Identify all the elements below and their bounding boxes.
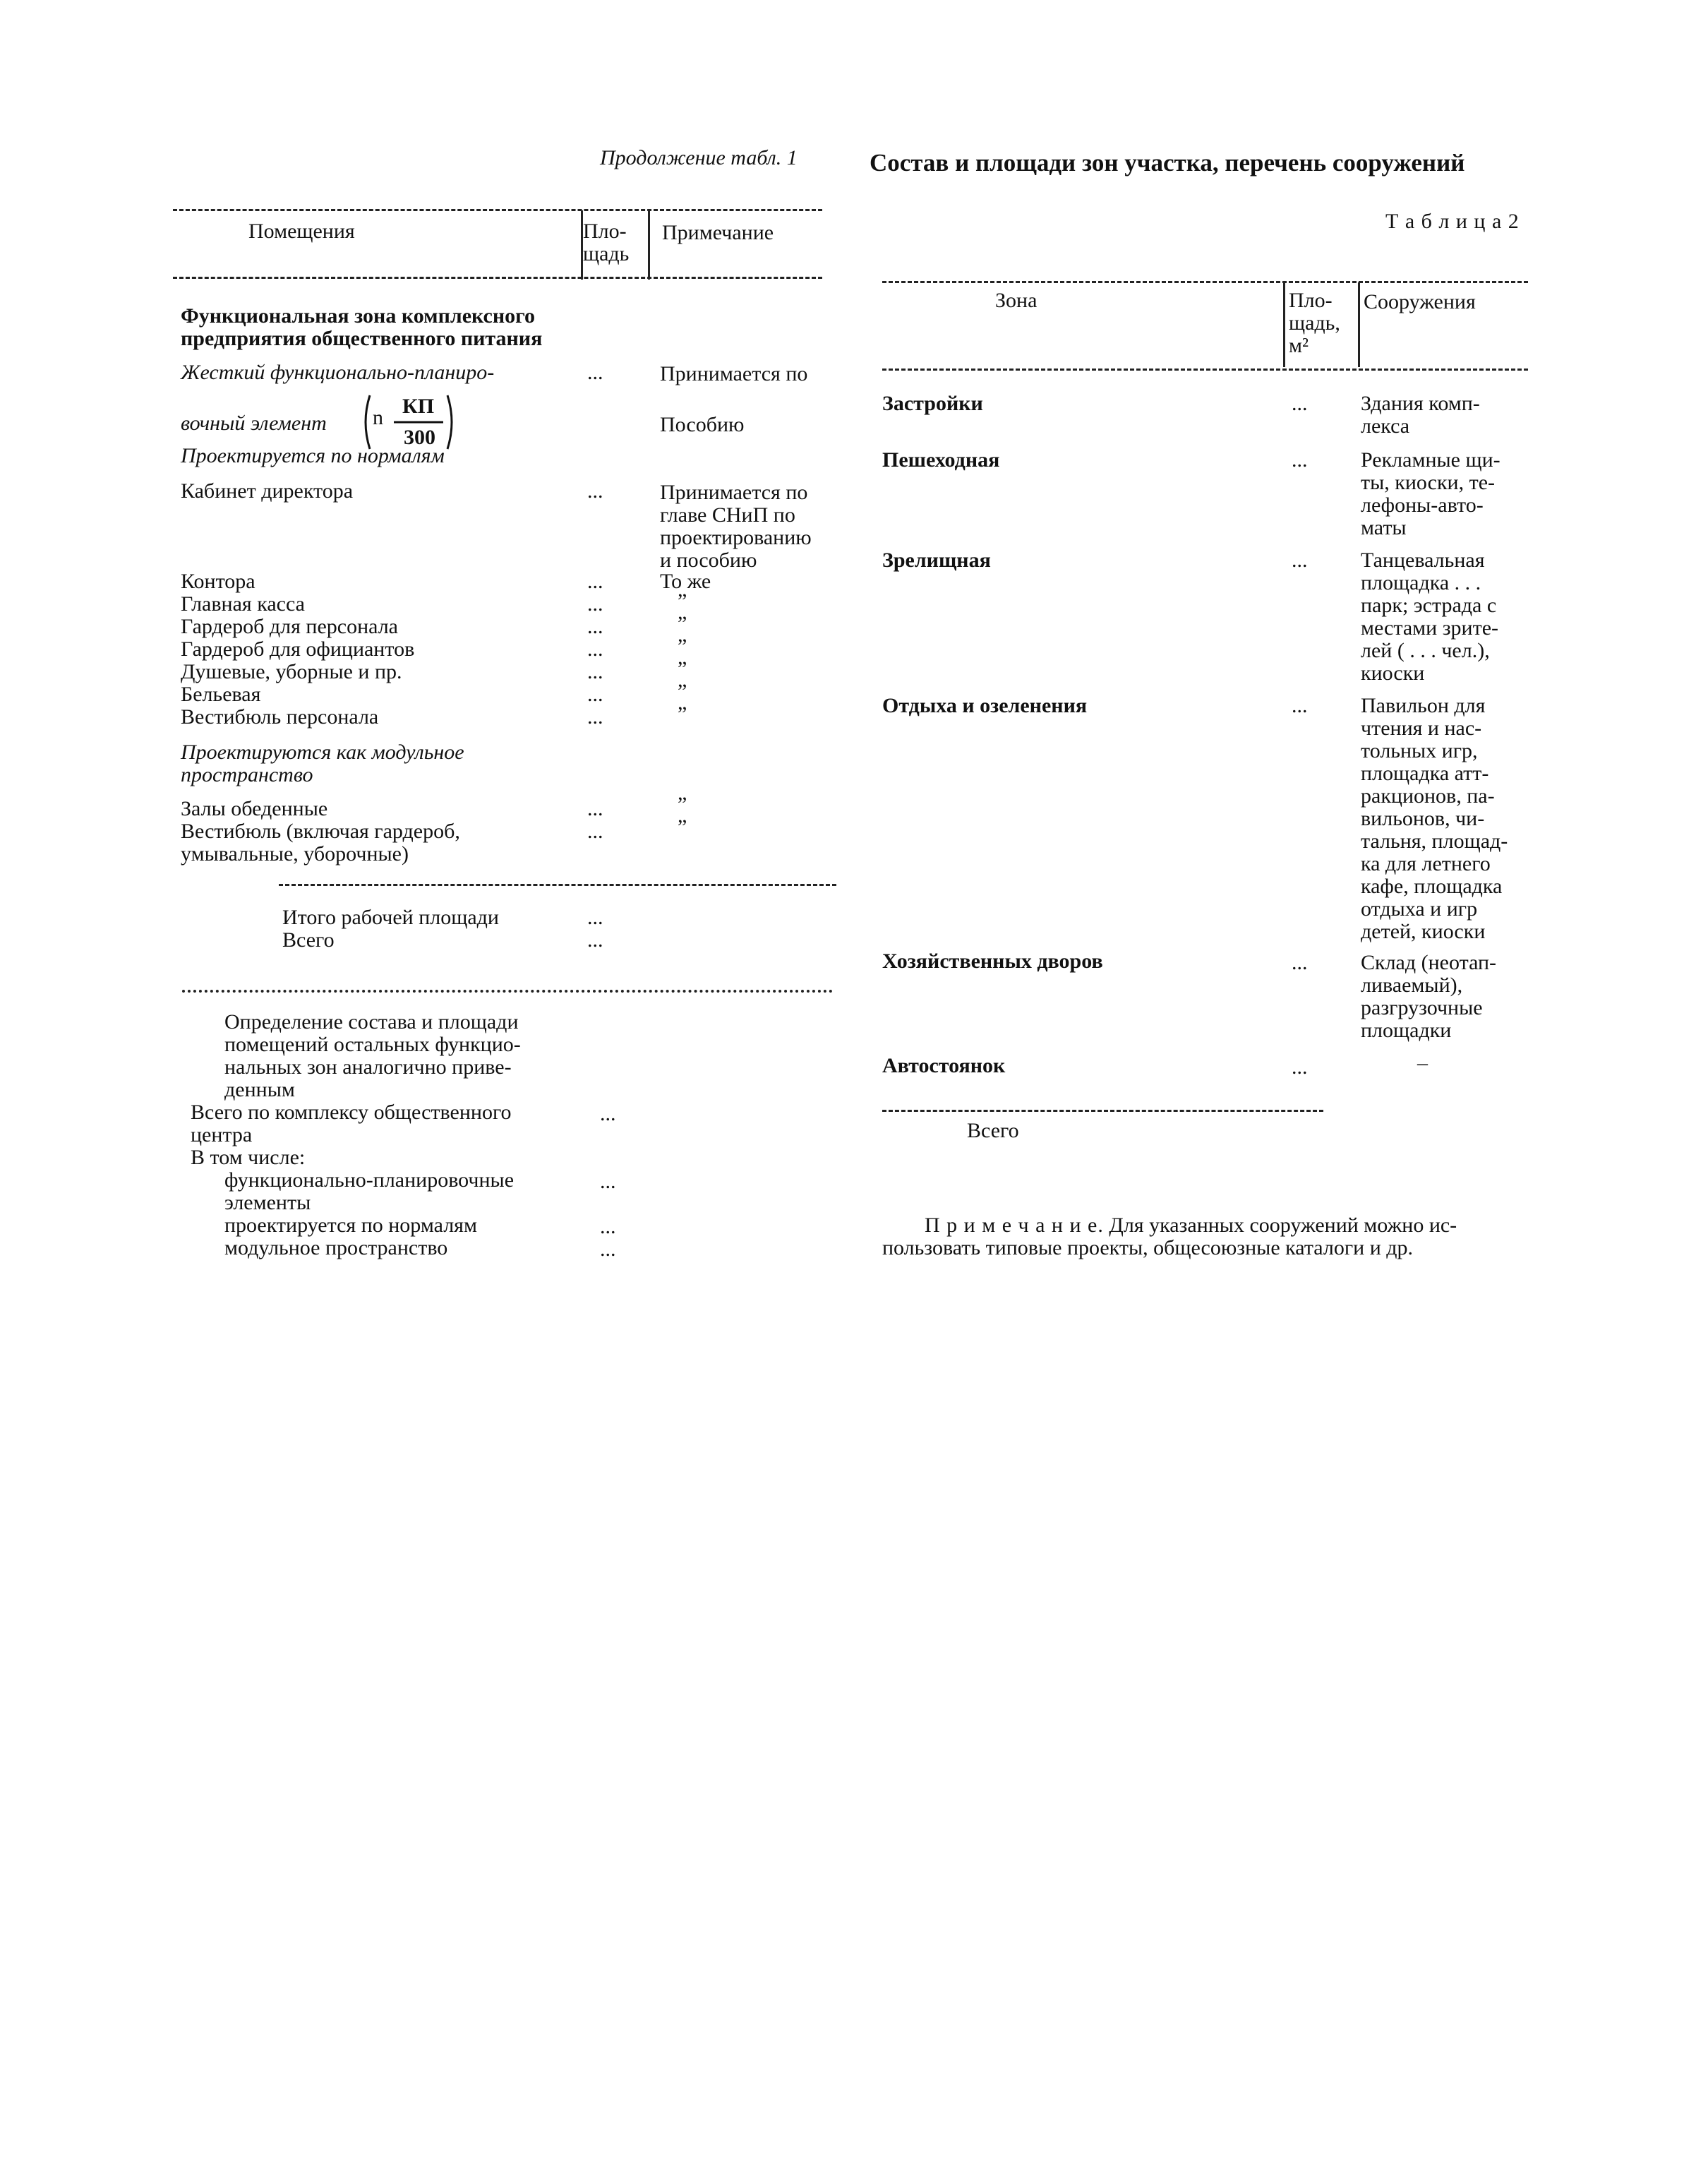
- vestibule: Вестибюль (включая гардероб,: [181, 820, 460, 843]
- subtotal-rule: [279, 884, 836, 886]
- table2-total: Всего: [967, 1119, 1019, 1142]
- room-name: Гардероб для официантов: [181, 637, 415, 661]
- dots: ...: [587, 592, 603, 616]
- header-note: Примечание: [662, 221, 774, 244]
- header-area: щадь,: [1289, 311, 1340, 335]
- room-note: ”: [678, 680, 687, 703]
- by-norms-heading: Проектируется по нормалям: [181, 444, 445, 467]
- header-structures: Сооружения: [1364, 290, 1476, 313]
- structures-text: ка для летнего: [1361, 852, 1491, 875]
- func-elements: функционально-планировочные: [224, 1168, 515, 1192]
- header-bottom-rule: [173, 277, 822, 279]
- rigid-note: Принимается по: [660, 362, 808, 385]
- room-name: Бельевая: [181, 683, 261, 706]
- header-area: Пло-: [583, 220, 627, 243]
- structures-text: лекса: [1361, 414, 1410, 438]
- structures-text: Танцевальная: [1361, 549, 1485, 572]
- dots: ...: [587, 820, 603, 843]
- definition-text: нальных зон аналогично приве-: [224, 1055, 512, 1079]
- structures-text: ракционов, па-: [1361, 784, 1495, 808]
- director-note: Принимается по: [660, 481, 808, 504]
- note-label: П р и м е ч а н и е.: [925, 1214, 1104, 1237]
- dots: ...: [587, 683, 603, 706]
- including-label: В том числе:: [191, 1146, 306, 1169]
- modular-space: модульное пространство: [224, 1236, 448, 1259]
- structures-text: местами зрите-: [1361, 616, 1499, 640]
- room-name: Вестибюль персонала: [181, 705, 379, 729]
- complex-total: центра: [191, 1123, 253, 1146]
- structures-text: детей, киоски: [1361, 920, 1486, 943]
- structures-text: тальня, площад-: [1361, 830, 1508, 853]
- zone-name: Автостоянок: [882, 1054, 1006, 1077]
- column-divider: [648, 210, 650, 280]
- zone-name: Пешеходная: [882, 448, 1000, 472]
- dots: ...: [1292, 392, 1308, 415]
- dots: ...: [587, 928, 603, 952]
- room-name: Душевые, уборные и пр.: [181, 660, 402, 683]
- dots: ...: [1292, 951, 1308, 974]
- dots: ...: [600, 1102, 616, 1125]
- room-note: ”: [678, 657, 687, 681]
- continuation-label: Продолжение табл. 1: [600, 146, 798, 169]
- definition-text: денным: [224, 1078, 295, 1101]
- structures-text: ты, киоски, те-: [1361, 471, 1496, 494]
- dots: ...: [1292, 448, 1308, 472]
- room-note: ”: [678, 702, 687, 726]
- room-name: Контора: [181, 570, 255, 593]
- structures-text: маты: [1361, 516, 1407, 539]
- zone-title: предприятия общественного питания: [181, 327, 543, 350]
- vestibule-note: ”: [678, 815, 687, 839]
- table-top-rule: [173, 209, 822, 211]
- dots: ...: [1292, 1055, 1308, 1079]
- structures-text: Склад (неотап-: [1361, 951, 1497, 974]
- dots: ...: [587, 637, 603, 661]
- dining-note: ”: [678, 793, 687, 816]
- structures-text: –: [1417, 1051, 1428, 1074]
- header-zone: Зона: [995, 289, 1038, 312]
- structures-text: ливаемый),: [1361, 974, 1463, 997]
- director-note: проектированию: [660, 526, 812, 549]
- table2-title: Состав и площади зон участка, перечень сооружений: [870, 149, 1465, 176]
- column-divider: [1283, 282, 1285, 367]
- structures-text: лей ( . . . чел.),: [1361, 639, 1490, 662]
- structures-text: кафе, площадка: [1361, 875, 1503, 898]
- formula-numerator: КП: [402, 395, 435, 418]
- structures-text: площадки: [1361, 1019, 1452, 1042]
- formula-n: n: [373, 406, 383, 429]
- modular-heading: Проектируются как модульное: [181, 741, 464, 764]
- director-room: Кабинет директора: [181, 479, 354, 503]
- by-norms-lower: проектируется по нормалям: [224, 1214, 477, 1237]
- dots: ...: [587, 570, 603, 593]
- rigid-element: вочный элемент: [181, 412, 327, 435]
- structures-text: Павильон для: [1361, 694, 1486, 717]
- structures-text: лефоны-авто-: [1361, 493, 1484, 517]
- rigid-element: Жесткий функционально-планиро-: [181, 361, 495, 384]
- structures-text: вильонов, чи-: [1361, 807, 1485, 830]
- dots: ...: [587, 615, 603, 638]
- note-text: Для указанных сооружений можно ис-: [1103, 1214, 1457, 1237]
- dots: ...: [587, 479, 603, 503]
- structures-text: чтения и нас-: [1361, 717, 1482, 740]
- room-note: ”: [678, 635, 687, 658]
- structures-text: парк; эстрада с: [1361, 594, 1497, 617]
- structures-text: киоски: [1361, 661, 1425, 685]
- header-area: Пло-: [1289, 289, 1333, 312]
- func-elements: элементы: [224, 1191, 311, 1214]
- complex-total: Всего по комплексу общественного: [191, 1101, 512, 1124]
- vestibule: умывальные, уборочные): [181, 842, 409, 866]
- section-dotted-rule: [182, 990, 833, 993]
- dots: ...: [587, 660, 603, 683]
- dots: ...: [600, 1170, 616, 1193]
- structures-text: разгрузочные: [1361, 996, 1483, 1019]
- dots: ...: [600, 1238, 616, 1261]
- formula: [360, 393, 459, 452]
- zone-title: Функциональная зона комплексного: [181, 304, 536, 328]
- table2-top-rule: [882, 281, 1528, 283]
- structures-text: площадка . . .: [1361, 571, 1481, 594]
- total-working-area: Итого рабочей площади: [282, 906, 499, 929]
- header-area-unit: м²: [1289, 334, 1309, 357]
- total: Всего: [282, 928, 335, 952]
- zone-name: Отдыха и озеленения: [882, 694, 1088, 717]
- room-name: Гардероб для персонала: [181, 615, 398, 638]
- dots: ...: [1292, 694, 1308, 717]
- table2-header-rule: [882, 369, 1528, 371]
- structures-text: тольных игр,: [1361, 739, 1478, 762]
- room-name: Главная касса: [181, 592, 305, 616]
- definition-text: Определение состава и площади: [224, 1010, 519, 1034]
- formula-denominator: 300: [404, 426, 435, 449]
- rigid-note: Пособию: [660, 413, 745, 436]
- note-text: пользовать типовые проекты, общесоюзные каталоги и др.: [882, 1236, 1414, 1259]
- dining-halls: Залы обеденные: [181, 797, 328, 820]
- zone-name: Зрелищная: [882, 549, 991, 572]
- modular-heading: пространство: [181, 763, 313, 786]
- structures-text: отдыха и игр: [1361, 897, 1478, 921]
- note-line: [925, 1214, 1457, 1237]
- dots: ...: [587, 361, 603, 384]
- structures-text: площадка атт-: [1361, 762, 1489, 785]
- header-area: щадь: [583, 242, 630, 265]
- room-note: ”: [678, 589, 687, 613]
- zone-name: Застройки: [882, 392, 983, 415]
- zone-name: Хозяйственных дворов: [882, 950, 1103, 973]
- structures-text: Рекламные щи-: [1361, 448, 1500, 472]
- dots: ...: [1292, 549, 1308, 572]
- room-note: То же: [660, 570, 711, 593]
- dots: ...: [600, 1215, 616, 1238]
- structures-text: Здания комп-: [1361, 392, 1480, 415]
- room-note: ”: [678, 612, 687, 635]
- column-divider: [1358, 282, 1360, 367]
- table2-label: Т а б л и ц а 2: [1385, 210, 1520, 233]
- dots: ...: [587, 906, 603, 929]
- table2-total-rule: [882, 1110, 1323, 1112]
- header-rooms: Помещения: [248, 220, 355, 243]
- definition-text: помещений остальных функцио-: [224, 1033, 521, 1056]
- dots: ...: [587, 797, 603, 820]
- director-note: главе СНиП по: [660, 503, 795, 527]
- director-note: и пособию: [660, 549, 757, 572]
- dots: ...: [587, 705, 603, 729]
